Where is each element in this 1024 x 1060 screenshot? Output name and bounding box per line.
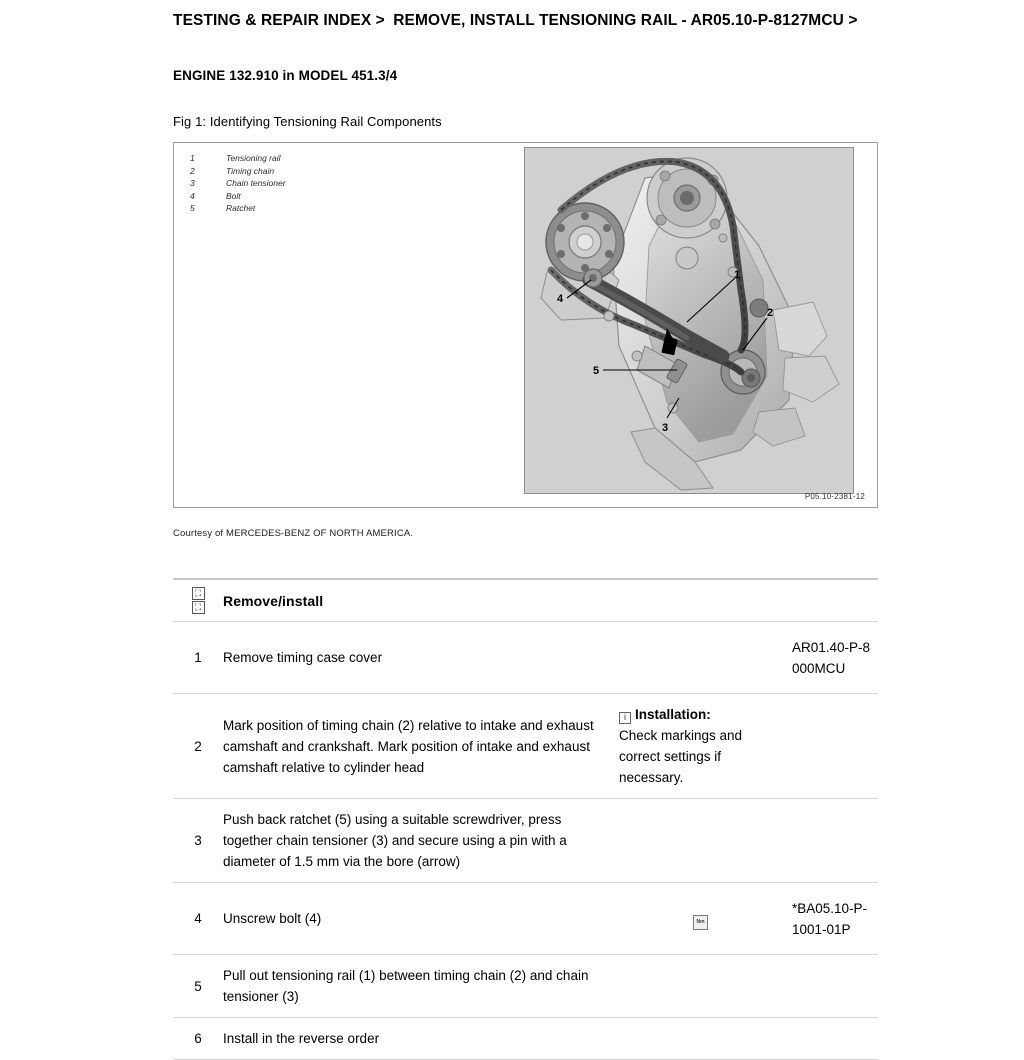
step-note — [613, 898, 788, 940]
legend-item — [190, 177, 286, 190]
section-title: Remove/install — [223, 592, 324, 609]
legend-number: 1 — [190, 153, 195, 163]
step-note — [613, 976, 788, 996]
step-note — [613, 1029, 788, 1049]
step-reference — [788, 833, 878, 849]
legend-item — [190, 190, 286, 203]
procedure-table — [173, 578, 878, 1060]
step-note — [613, 694, 788, 798]
collapse-icon[interactable]: ⛶ — [192, 601, 205, 614]
legend-label: Bolt — [226, 190, 241, 201]
table-row — [173, 1018, 878, 1060]
step-number: 5 — [194, 978, 202, 994]
legend-label: Ratchet — [226, 203, 256, 214]
table-row — [173, 883, 878, 955]
legend-number: 4 — [190, 190, 195, 201]
breadcrumb-current: REMOVE, INSTALL TENSIONING RAIL - AR05.10-P-8127MCU > — [393, 12, 858, 29]
callout-2: 2 — [767, 307, 774, 319]
step-note — [613, 648, 788, 668]
legend-label: Chain tensioner — [226, 178, 286, 189]
collapse-icon[interactable]: ⛶ — [192, 587, 205, 600]
step-number: 2 — [194, 738, 202, 754]
step-number: 3 — [194, 833, 202, 848]
note-title: Installation: — [635, 707, 711, 722]
step-number: 6 — [194, 1031, 202, 1046]
step-reference[interactable]: *BA05.10-P-1001-01P — [792, 900, 868, 937]
step-reference[interactable]: AR01.40-P-8000MCU — [792, 639, 871, 676]
breadcrumb — [173, 8, 863, 34]
legend-number: 2 — [190, 165, 195, 176]
figure-container — [173, 142, 878, 508]
note-body: Check markings and correct settings if necessary. — [619, 728, 743, 785]
callout-3: 3 — [662, 422, 669, 434]
table-row — [173, 955, 878, 1018]
torque-icon: Nm — [693, 915, 708, 930]
step-text: Install in the reverse order — [223, 1031, 380, 1046]
legend-label: Tensioning rail — [226, 153, 281, 163]
figure-reference-code: P05.10-2381-12 — [804, 492, 865, 501]
legend-label: Timing chain — [226, 165, 275, 176]
legend-item — [190, 202, 286, 215]
step-reference — [788, 1031, 878, 1047]
legend-number: 5 — [190, 203, 195, 214]
info-icon: i — [619, 712, 631, 724]
breadcrumb-index-link[interactable]: TESTING & REPAIR INDEX > — [173, 12, 385, 29]
courtesy-note: Courtesy of MERCEDES-BENZ OF NORTH AMERICA. — [173, 528, 414, 539]
step-text: Unscrew bolt (4) — [223, 911, 322, 926]
callout-1: 1 — [734, 269, 741, 281]
figure-caption: Fig 1: Identifying Tensioning Rail Components — [173, 114, 442, 129]
legend-number: 3 — [190, 178, 195, 189]
step-number: 1 — [194, 650, 202, 665]
engine-model-line: ENGINE 132.910 in MODEL 451.3/4 — [173, 68, 398, 83]
callout-4: 4 — [557, 293, 564, 305]
legend-item — [190, 152, 286, 165]
step-text: Push back ratchet (5) using a suitable screwdriver, press together chain tensioner (3) and secure using a pin with a diameter of 1.5 mm via the bore (arrow) — [223, 812, 567, 869]
engine-illustration — [527, 150, 851, 491]
step-number: 4 — [194, 911, 202, 926]
engine-illustration-frame — [524, 147, 854, 494]
step-text: Mark position of timing chain (2) relative to intake and exhaust camshaft and crankshaft. Mark position of intake and exhaust camshaft relative to cylinder head — [223, 717, 594, 775]
step-note — [613, 831, 788, 851]
table-row — [173, 694, 878, 799]
section-icon-group — [173, 587, 221, 614]
step-reference — [788, 978, 878, 994]
step-reference — [788, 738, 878, 754]
procedure-section-header — [173, 580, 878, 622]
table-row — [173, 622, 878, 694]
table-row — [173, 799, 878, 883]
legend-item — [190, 165, 286, 178]
callout-5: 5 — [593, 365, 600, 377]
timing-chain-diagram — [527, 150, 851, 491]
figure-legend — [190, 152, 286, 215]
left-sprocket — [546, 203, 624, 281]
step-text: Remove timing case cover — [223, 650, 383, 665]
step-text: Pull out tensioning rail (1) between timing chain (2) and chain tensioner (3) — [223, 968, 589, 1004]
